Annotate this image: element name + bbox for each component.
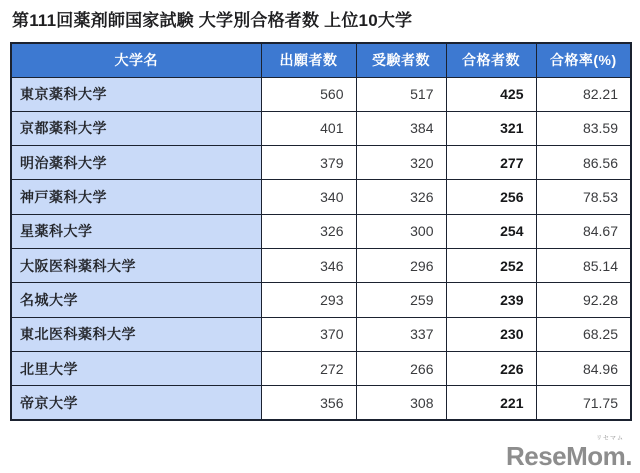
cell-applicants: 340 (261, 180, 356, 214)
table-row (11, 77, 631, 111)
cell-passers: 256 (446, 180, 536, 214)
cell-applicants: 326 (261, 214, 356, 248)
cell-applicants: 356 (261, 386, 356, 420)
cell-passers: 239 (446, 283, 536, 317)
page-title: 第111回薬剤師国家試験 大学別合格者数 上位10大学 (12, 11, 413, 30)
cell-university: 東北医科薬科大学 (11, 317, 261, 351)
cell-university: 明治薬科大学 (11, 146, 261, 180)
cell-examinees: 320 (356, 146, 446, 180)
cell-examinees: 300 (356, 214, 446, 248)
cell-applicants: 272 (261, 351, 356, 385)
cell-university: 京都薬科大学 (11, 111, 261, 145)
header-applicants: 出願者数 (261, 43, 356, 77)
cell-passers: 321 (446, 111, 536, 145)
cell-examinees: 517 (356, 77, 446, 111)
header-passers: 合格者数 (446, 43, 536, 77)
resemom-logo-ruby: リセマム (596, 436, 624, 442)
cell-passers: 230 (446, 317, 536, 351)
resemom-logo-text: ReseMom. (505, 441, 632, 471)
table-row (11, 283, 631, 317)
cell-pass-rate: 92.28 (536, 283, 631, 317)
header-university: 大学名 (11, 43, 261, 77)
table-row (11, 180, 631, 214)
cell-examinees: 384 (356, 111, 446, 145)
cell-examinees: 296 (356, 248, 446, 282)
cell-applicants: 293 (261, 283, 356, 317)
cell-pass-rate: 68.25 (536, 317, 631, 351)
cell-pass-rate: 82.21 (536, 77, 631, 111)
cell-pass-rate: 78.53 (536, 180, 631, 214)
header-pass-rate: 合格率(%) (536, 43, 631, 77)
cell-university: 帝京大学 (11, 386, 261, 420)
cell-university: 東京薬科大学 (11, 77, 261, 111)
cell-passers: 425 (446, 77, 536, 111)
cell-examinees: 337 (356, 317, 446, 351)
table-row (11, 351, 631, 385)
cell-passers: 252 (446, 248, 536, 282)
header-examinees: 受験者数 (356, 43, 446, 77)
resemom-logo (506, 436, 632, 469)
cell-applicants: 346 (261, 248, 356, 282)
cell-pass-rate: 84.67 (536, 214, 631, 248)
cell-examinees: 266 (356, 351, 446, 385)
cell-university: 名城大学 (11, 283, 261, 317)
cell-university: 北里大学 (11, 351, 261, 385)
cell-passers: 277 (446, 146, 536, 180)
cell-applicants: 370 (261, 317, 356, 351)
cell-examinees: 326 (356, 180, 446, 214)
cell-passers: 221 (446, 386, 536, 420)
table-row (11, 214, 631, 248)
cell-university: 大阪医科薬科大学 (11, 248, 261, 282)
cell-passers: 226 (446, 351, 536, 385)
cell-applicants: 379 (261, 146, 356, 180)
cell-university: 神戸薬科大学 (11, 180, 261, 214)
cell-applicants: 401 (261, 111, 356, 145)
cell-pass-rate: 85.14 (536, 248, 631, 282)
cell-pass-rate: 71.75 (536, 386, 631, 420)
cell-pass-rate: 84.96 (536, 351, 631, 385)
cell-passers: 254 (446, 214, 536, 248)
cell-examinees: 259 (356, 283, 446, 317)
cell-pass-rate: 86.56 (536, 146, 631, 180)
cell-university: 星薬科大学 (11, 214, 261, 248)
results-table (10, 42, 632, 421)
header-row (11, 43, 631, 77)
table-row (11, 248, 631, 282)
cell-applicants: 560 (261, 77, 356, 111)
table-row (11, 146, 631, 180)
cell-examinees: 308 (356, 386, 446, 420)
cell-pass-rate: 83.59 (536, 111, 631, 145)
table-row (11, 111, 631, 145)
table-row (11, 386, 631, 420)
table-row (11, 317, 631, 351)
